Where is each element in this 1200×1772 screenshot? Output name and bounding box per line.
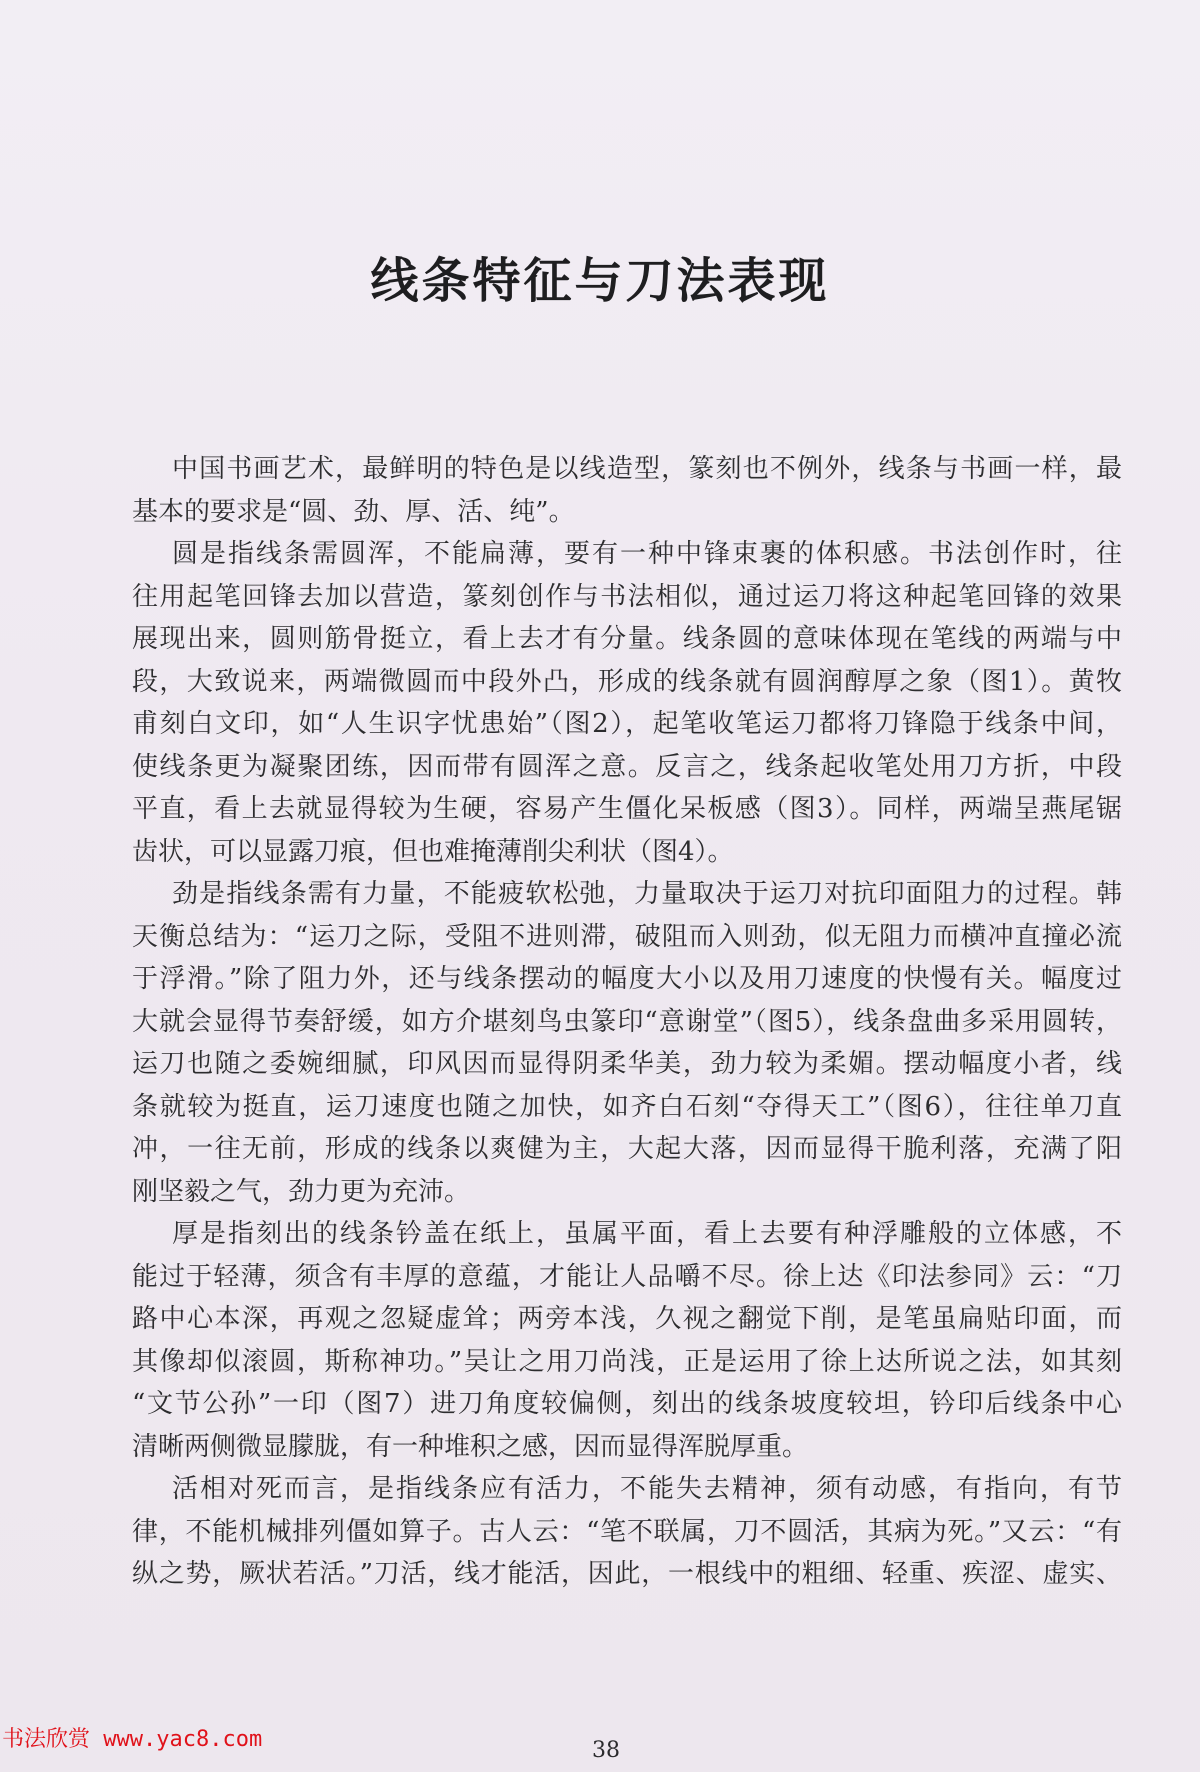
text-line: 甫刻白文印，如“人生识字忧患始”（图2），起笔收笔运刀都将刀锋隐于线条中间， [132,709,1122,739]
text-line: 平直，看上去就显得较为生硬，容易产生僵化呆板感（图3）。同样，两端呈燕尾锯 [132,794,1122,824]
text-line: 齿状，可以显露刀痕，但也难掩薄削尖利状（图4）。 [132,836,734,867]
page-number: 38 [592,1738,620,1763]
text-line: 天衡总结为：“运刀之际，受阻不进则滞，破阻而入则劲，似无阻力而横冲直撞必流 [132,921,1122,952]
paragraph-huo [132,1468,1122,1596]
text-line: 路中心本深，再观之忽疑虚耸；两旁本浅，久视之翻觉下削，是笔虽扁贴印面，而 [132,1304,1122,1334]
article-body [132,448,1122,1596]
text-line: 冲，一往无前，形成的线条以爽健为主，大起大落，因而显得干脆利落，充满了阳 [132,1134,1122,1164]
text-line: 条就较为挺直，运刀速度也随之加快，如齐白石刻“夺得天工”（图6），往往单刀直 [132,1091,1122,1122]
text-line: 清晰两侧微显朦胧，有一种堆积之感，因而显得浑脱厚重。 [132,1431,809,1462]
page-title: 线条特征与刀法表现 [370,253,830,310]
text-line: 往用起笔回锋去加以营造，篆刻创作与书法相似，通过运刀将这种起笔回锋的效果 [132,581,1122,612]
paragraph-jin [132,873,1122,1213]
text-line: 劲是指线条需有力量，不能疲软松弛，力量取决于运刀对抗印面阻力的过程。韩 [172,879,1122,909]
text-line: 圆是指线条需圆浑，不能扁薄，要有一种中锋束裹的体积感。书法创作时，往 [172,539,1122,569]
text-line: 能过于轻薄，须含有丰厚的意蕴，才能让人品嚼不尽。徐上达《印法参同》云：“刀 [132,1261,1122,1292]
text-line: 律，不能机械排列僵如算子。古人云：“笔不联属，刀不圆活，其病为死。”又云：“有 [132,1516,1122,1547]
paragraph-hou [132,1213,1122,1468]
text-line: 纵之势，厥状若活。”刀活，线才能活，因此，一根线中的粗细、轻重、疾涩、虚实、 [132,1559,1122,1589]
text-line: 厚是指刻出的线条钤盖在纸上，虽属平面，看上去要有种浮雕般的立体感，不 [172,1219,1122,1249]
text-line: 大就会显得节奏舒缓，如方介堪刻鸟虫篆印“意谢堂”（图5），线条盘曲多采用圆转， [132,1006,1122,1037]
text-line: 活相对死而言，是指线条应有活力，不能失去精神，须有动感，有指向，有节 [172,1474,1122,1504]
text-line: 基本的要求是“圆、劲、厚、活、纯”。 [132,496,575,527]
paragraph-intro [132,448,1122,533]
text-line: 段，大致说来，两端微圆而中段外凸，形成的线条就有圆润醇厚之象（图1）。黄牧 [132,666,1122,697]
text-line: 运刀也随之委婉细腻，印风因而显得阴柔华美，劲力较为柔媚。摆动幅度小者，线 [132,1049,1122,1079]
text-line: 刚坚毅之气，劲力更为充沛。 [132,1176,471,1207]
paragraph-yuan [132,533,1122,873]
text-line: 中国书画艺术，最鲜明的特色是以线造型，篆刻也不例外，线条与书画一样，最 [172,454,1122,484]
text-line: 其像却似滚圆，斯称神功。”吴让之用刀尚浅，正是运用了徐上达所说之法，如其刻 [132,1346,1122,1377]
text-line: “文节公孙”一印（图7）进刀角度较偏侧，刻出的线条坡度较坦，钤印后线条中心 [132,1389,1122,1419]
text-line: 于浮滑。”除了阻力外，还与线条摆动的幅度大小以及用刀速度的快慢有关。幅度过 [132,964,1122,994]
text-line: 使线条更为凝聚团练，因而带有圆浑之意。反言之，线条起收笔处用刀方折，中段 [132,751,1122,782]
text-line: 展现出来，圆则筋骨挺立，看上去才有分量。线条圆的意味体现在笔线的两端与中 [132,624,1122,654]
site-watermark: 书法欣赏 www.yac8.com [2,1727,263,1752]
